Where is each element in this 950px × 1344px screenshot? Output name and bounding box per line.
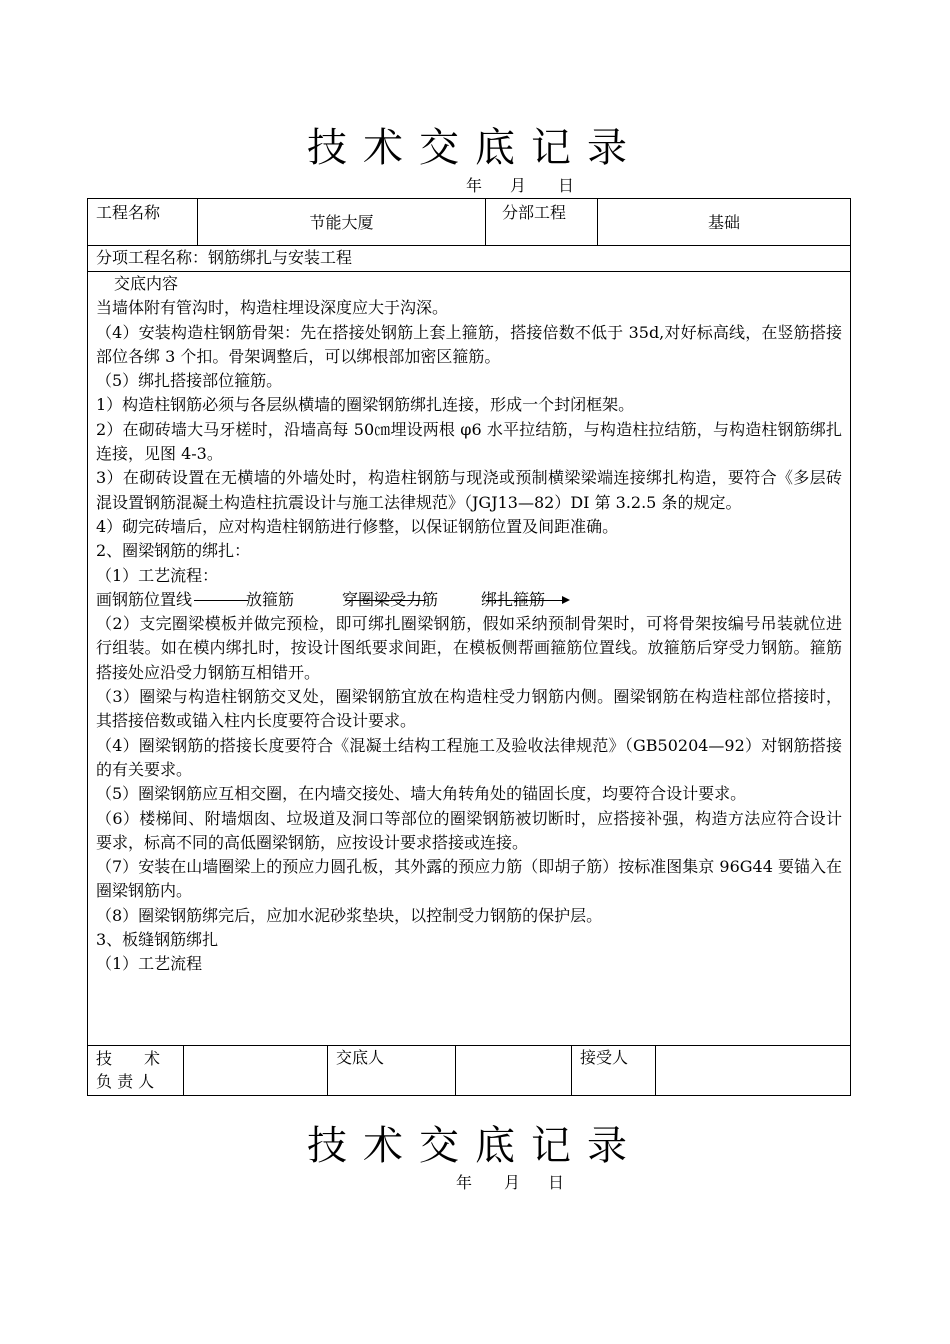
tech-lead-label-line1: 技 术 [96,1049,161,1068]
paragraph: 3、板缝钢筋绑扎 [96,930,219,950]
division-value: 基础 [597,199,850,245]
subitem-name: 分项工程名称：钢筋绑扎与安装工程 [96,248,353,267]
header-row [88,199,850,246]
paragraph: 4）砌完砖墙后，应对构造柱钢筋进行修整，以保证钢筋位置及间距准确。 [96,516,619,536]
date-day-label: 日 [558,176,575,195]
receiver-label: 接受人 [571,1046,655,1095]
division-label: 分部工程 [485,199,597,245]
paragraph: 2）在砌砖墙大马牙槎时，沿墙高每 50㎝埋设两根 φ6 水平拉结筋，与构造柱拉结筋，与构造柱钢筋绑扎连接，见图 4-3。 [96,419,842,464]
date-year-label: 年 [466,176,483,195]
process-flow [96,588,842,612]
tech-lead-signature-field[interactable] [183,1046,327,1095]
paragraph: 3）在砌砖设置在无横墙的外墙处时，构造柱钢筋与现浇或预制横梁梁端连接绑扎构造，要符合《多层砖混设置钢筋混凝土构造柱抗震设计与施工法律规范》（JGJ13—82）DI 第 3.2.5 条的规定。 [96,468,842,512]
subitem-row [88,246,850,272]
tech-lead-label-line2: 负 责 人 [96,1072,155,1091]
paragraph: （1）工艺流程 [96,954,203,974]
flow-arrow-line [486,600,562,601]
flow-step-3: 穿圈梁受力筋 [342,589,439,609]
paragraph: （1）工艺流程： [96,565,219,585]
paragraph: （4）安装构造柱钢筋骨架：先在搭接处钢筋上套上箍筋，搭接倍数不低于 35d,对好标高线，在竖筋搭接部位各绑 3 个扣。骨架调整后，可以绑根部加密区箍筋。 [96,322,842,366]
tech-lead-label [88,1046,183,1095]
second-page-title: 技术交底记录 [307,1123,643,1169]
flow-arrow-line [194,600,248,601]
paragraph: （5）绑扎搭接部位箍筋。 [96,371,283,391]
flow-step-1: 画钢筋位置线 [96,589,193,609]
project-name-value: 节能大厦 [197,199,485,245]
paragraph: 2、圈梁钢筋的绑扎： [96,541,251,561]
document-title: 技术交底记录 [307,125,643,171]
signature-row [88,1046,850,1095]
paragraph: （3）圈梁与构造柱钢筋交叉处，圈梁钢筋宜放在构造柱受力钢筋内侧。圈梁钢筋在构造柱部位搭接时，其搭接倍数或锚入柱内长度要符合设计要求。 [96,687,842,731]
date-month-label: 月 [510,176,527,195]
receiver-signature-field[interactable] [655,1046,850,1095]
flow-step-2: 放箍筋 [246,589,295,609]
content-area [88,272,850,1046]
paragraph: 1）构造柱钢筋必须与各层纵横墙的圈梁钢筋绑扎连接，形成一个封闭框架。 [96,395,635,415]
paragraph: （2）支完圈梁模板并做完预检，即可绑扎圈梁钢筋，假如采纳预制骨架时，可将骨架按编号吊装就位进行组装。如在模内绑扎时，按设计图纸要求间距，在模板侧帮画箍筋位置线。放箍筋后穿受力钢筋。箍筋搭接处应沿受力钢筋互相错开。 [96,614,842,682]
project-name-label: 工程名称 [96,203,161,222]
paragraph: （4）圈梁钢筋的搭接长度要符合《混凝土结构工程施工及验收法律规范》（GB50204—92）对钢筋搭接的有关要求。 [96,735,842,779]
date-day-label: 日 [548,1173,565,1192]
paragraph: （5）圈梁钢筋应互相交圈，在内墙交接处、墙大角转角处的锚固长度，均要符合设计要求。 [96,784,747,804]
discloser-label: 交底人 [327,1046,455,1095]
flow-arrow-line [346,600,426,601]
content-heading: 交底内容 [114,274,179,293]
paragraph: （8）圈梁钢筋绑完后，应加水泥砂浆垫块，以控制受力钢筋的保护层。 [96,905,603,925]
disclosure-content [88,272,850,977]
date-year-label: 年 [456,1173,473,1192]
discloser-signature-field[interactable] [455,1046,571,1095]
paragraph: 当墙体附有管沟时，构造柱埋设深度应大于沟深。 [96,298,449,318]
paragraph: （7）安装在山墙圈梁上的预应力圆孔板，其外露的预应力筋（即胡子筋）按标准图集京 96G44 要锚入在圈梁钢筋内。 [96,857,842,901]
arrow-right-icon [562,596,570,604]
date-month-label: 月 [504,1173,521,1192]
flow-step-4: 绑扎箍筋 [481,589,546,609]
disclosure-form-table [87,198,851,1096]
paragraph: （6）楼梯间、附墙烟囱、垃圾道及洞口等部位的圈梁钢筋被切断时，应搭接补强，构造方法应符合设计要求，标高不同的高低圈梁钢筋，应按设计要求搭接或连接。 [96,808,842,852]
